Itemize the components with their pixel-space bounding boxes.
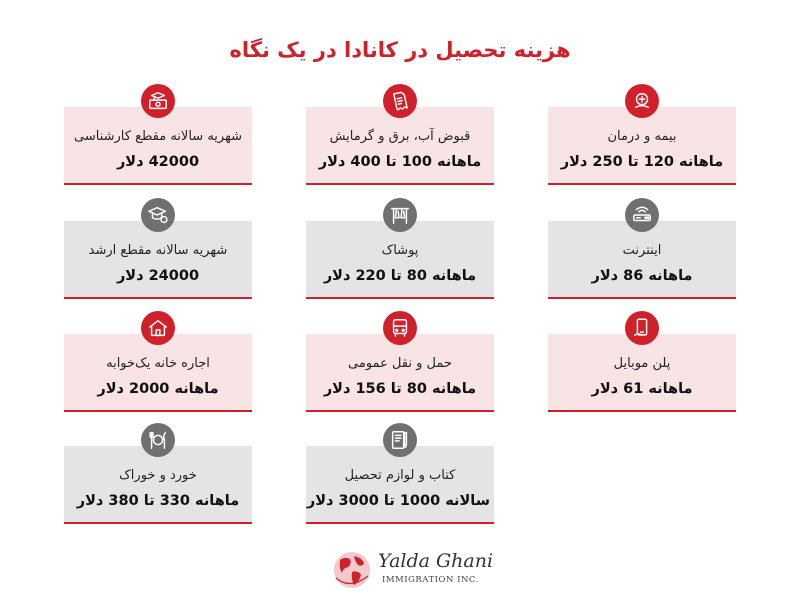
card-value: 24000 دلار	[116, 268, 200, 284]
wifi-router-icon	[625, 198, 659, 232]
card-bachelor-tuition	[64, 107, 252, 185]
card-master-tuition	[64, 221, 252, 299]
card-health-insurance	[548, 107, 736, 185]
card-label: پلن موبایل	[613, 356, 671, 371]
house-icon	[141, 311, 175, 345]
card-utility-bills	[306, 107, 494, 185]
card-value: سالانه 1000 تا 3000 دلار	[306, 493, 490, 509]
card-clothing	[306, 221, 494, 299]
page-title: هزینه تحصیل در کانادا در یک نگاه	[229, 38, 571, 62]
card-label: اجاره خانه یک‌خوابه	[106, 356, 210, 371]
card-label: حمل و نقل عمومی	[348, 356, 452, 371]
clothing-rack-icon	[383, 198, 417, 232]
card-label: بیمه و درمان	[607, 129, 677, 144]
logo-subtitle: IMMIGRATION INC.	[382, 575, 479, 585]
bills-receipt-icon	[383, 84, 417, 118]
money-graduation-icon	[141, 84, 175, 118]
card-value: ماهانه 61 دلار	[591, 381, 693, 397]
bus-icon	[383, 311, 417, 345]
card-value: ماهانه 86 دلار	[591, 268, 693, 284]
globe-logo-icon	[330, 548, 374, 592]
card-value: 42000 دلار	[116, 154, 200, 170]
card-rent	[64, 334, 252, 412]
card-label: اینترنت	[622, 243, 662, 258]
mobile-phone-icon	[625, 311, 659, 345]
card-label: کتاب و لوازم تحصیل	[344, 468, 456, 483]
card-label: شهریه سالانه مقطع ارشد	[88, 243, 228, 258]
card-value: ماهانه 120 تا 250 دلار	[560, 154, 724, 170]
card-label: شهریه سالانه مقطع کارشناسی	[74, 129, 242, 144]
card-food	[64, 446, 252, 524]
card-value: ماهانه 80 تا 220 دلار	[323, 268, 477, 284]
health-insurance-icon	[625, 84, 659, 118]
card-value: ماهانه 100 تا 400 دلار	[318, 154, 482, 170]
card-mobile-plan	[548, 334, 736, 412]
card-value: ماهانه 80 تا 156 دلار	[323, 381, 477, 397]
company-logo	[330, 548, 500, 592]
card-value: ماهانه 330 تا 380 دلار	[76, 493, 240, 509]
book-pencil-icon	[383, 423, 417, 457]
card-internet	[548, 221, 736, 299]
card-books-supplies	[306, 446, 494, 524]
card-label: پوشاک	[381, 243, 419, 258]
card-value: ماهانه 2000 دلار	[97, 381, 219, 397]
logo-name: Yalda Ghani	[378, 550, 494, 572]
card-label: قبوض آب، برق و گرمایش	[329, 129, 471, 144]
card-label: خورد و خوراک	[119, 468, 197, 483]
fork-plate-knife-icon	[141, 423, 175, 457]
graduation-cap-money-icon	[141, 198, 175, 232]
card-transit	[306, 334, 494, 412]
